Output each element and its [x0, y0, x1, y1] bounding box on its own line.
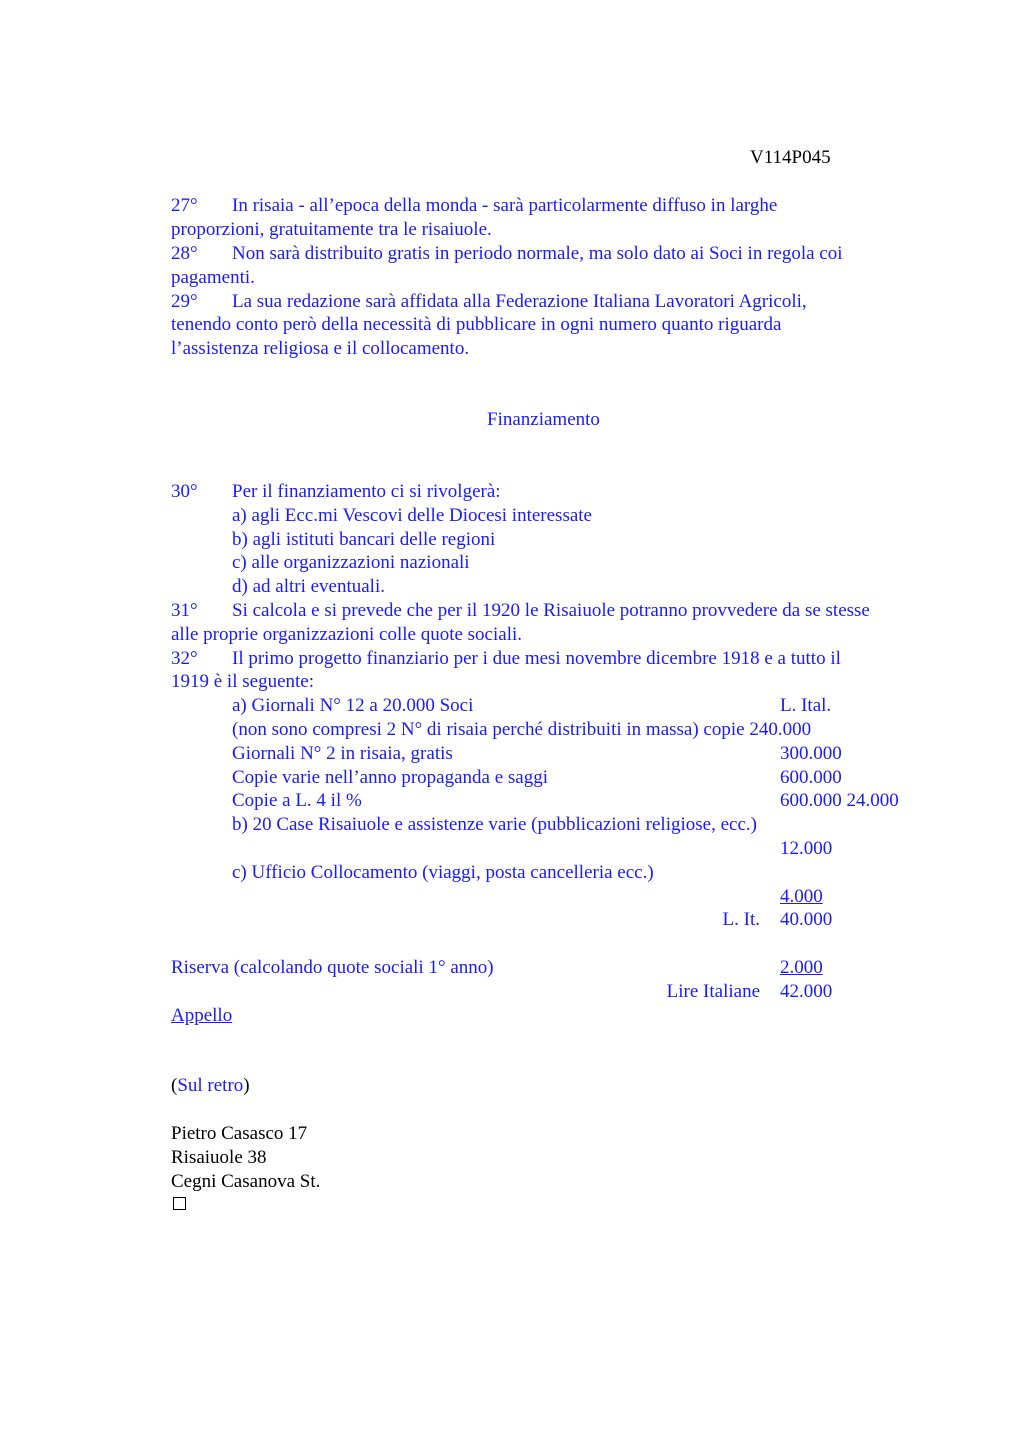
back-note-open: (	[171, 1075, 178, 1096]
point-text: pagamenti.	[171, 267, 255, 288]
point-number: 29°	[171, 291, 198, 312]
reserve-label: Riserva (calcolando quote sociali 1° anno)	[171, 957, 494, 978]
point-text: In risaia - all’epoca della monda - sarà particolarmente diffuso in larghe	[232, 195, 778, 216]
point-number: 31°	[171, 600, 198, 621]
budget-label: Copie a L. 4 il %	[232, 790, 362, 811]
budget-value: 600.000	[780, 767, 842, 788]
back-note-word: Sul retro	[177, 1075, 244, 1096]
total-label: Lire Italiane	[666, 981, 760, 1002]
budget-value: 600.000 24.000	[780, 790, 899, 811]
point-number: 28°	[171, 243, 198, 264]
budget-label: b) 20 Case Risaiuole e assistenze varie (pubblicazioni religiose, ecc.)	[232, 814, 757, 835]
budget-currency: L. Ital.	[780, 695, 832, 716]
budget-value: 4.000	[780, 886, 823, 907]
point-text: l’assistenza religiosa e il collocamento.	[171, 338, 470, 359]
point-text: Per il finanziamento ci si rivolgerà:	[232, 481, 501, 502]
back-line: Risaiuole 38	[171, 1147, 267, 1168]
budget-note: (non sono compresi 2 N° di risaia perché distribuiti in massa) copie 240.000	[232, 719, 812, 740]
back-line: Pietro Casasco 17	[171, 1123, 308, 1144]
list-item: c) alle organizzazioni nazionali	[232, 552, 470, 573]
budget-label: Copie varie nell’anno propaganda e saggi	[232, 767, 549, 788]
budget-value: 12.000	[780, 838, 833, 859]
reserve-value: 2.000	[780, 957, 823, 978]
budget-label: c) Ufficio Collocamento (viaggi, posta cancelleria ecc.)	[232, 862, 654, 883]
subtotal-label: L. It.	[722, 909, 760, 930]
point-text: La sua redazione sarà affidata alla Federazione Italiana Lavoratori Agricoli,	[232, 291, 807, 312]
list-item: d) ad altri eventuali.	[232, 576, 385, 597]
budget-label: Giornali N° 2 in risaia, gratis	[232, 743, 453, 764]
point-text: alle proprie organizzazioni colle quote sociali.	[171, 624, 523, 645]
empty-box-icon	[173, 1197, 186, 1210]
point-number: 32°	[171, 648, 198, 669]
point-text: tenendo conto però della necessità di pubblicare in ogni numero quanto riguarda	[171, 314, 782, 335]
point-number: 27°	[171, 195, 198, 216]
back-note	[171, 1074, 250, 1098]
total-value: 42.000	[780, 981, 833, 1002]
document-page	[171, 0, 931, 1450]
point-text: Non sarà distribuito gratis in periodo normale, ma solo dato ai Soci in regola coi	[232, 243, 843, 264]
list-item: a) agli Ecc.mi Vescovi delle Diocesi interessate	[232, 505, 592, 526]
page-id: V114P045	[750, 147, 831, 168]
point-text: Si calcola e si prevede che per il 1920 le Risaiuole potranno provvedere da se stesse	[232, 600, 870, 621]
point-text: Il primo progetto finanziario per i due mesi novembre dicembre 1918 e a tutto il	[232, 648, 841, 669]
point-text: proporzioni, gratuitamente tra le risaiuole.	[171, 219, 492, 240]
back-note-close: )	[243, 1075, 250, 1096]
budget-label: a) Giornali N° 12 a 20.000 Soci	[232, 695, 474, 716]
point-text: 1919 è il seguente:	[171, 671, 314, 692]
back-line: Cegni Casanova St.	[171, 1171, 321, 1192]
appello-heading: Appello	[171, 1005, 233, 1026]
budget-value: 300.000	[780, 743, 842, 764]
list-item: b) agli istituti bancari delle regioni	[232, 529, 496, 550]
section-title: Finanziamento	[487, 409, 600, 430]
subtotal-value: 40.000	[780, 909, 833, 930]
point-number: 30°	[171, 481, 198, 502]
